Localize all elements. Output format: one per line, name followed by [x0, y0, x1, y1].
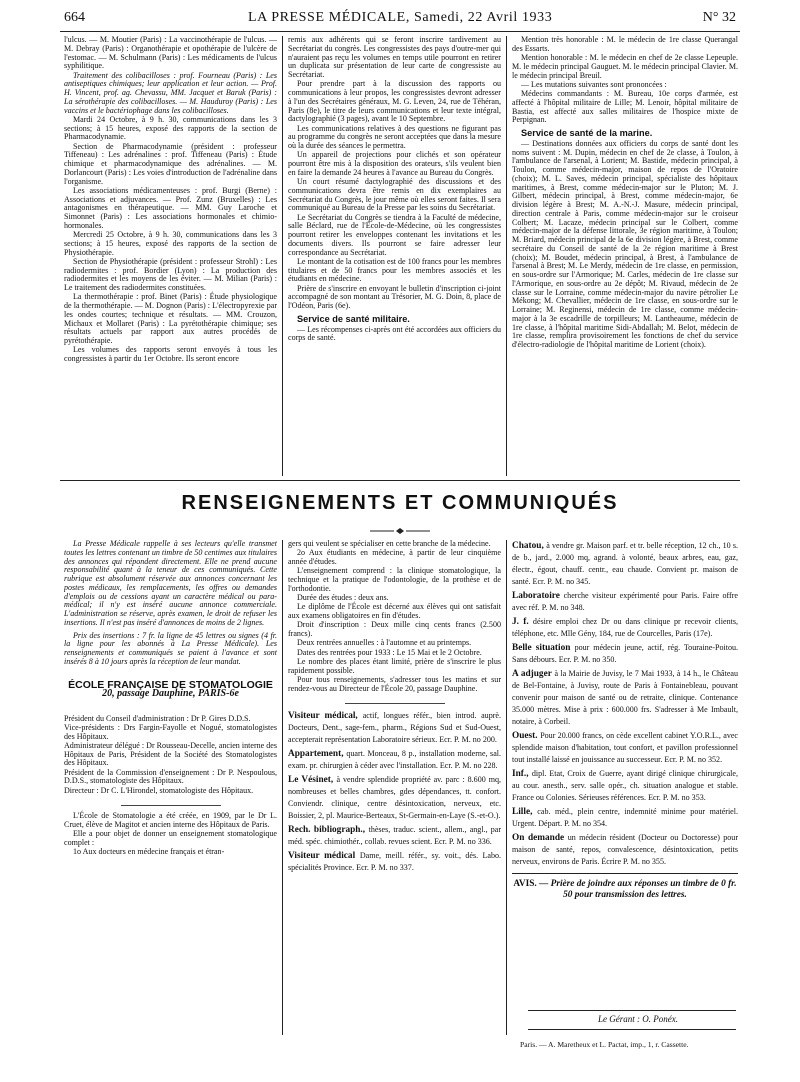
divider: [121, 805, 221, 806]
classified-ad: J. f. désire emploi chez Dr ou dans clinique pr recevoir clients, téléphone, etc. Mlle Gény, 184, rue de Courcelles, Paris (17e).: [512, 617, 738, 638]
gerant-signature: Le Gérant : O. Ponéx.: [598, 1014, 678, 1024]
printer-imprint: Paris. — A. Maretheux et L. Pactat, imp., 1, r. Cassette.: [520, 1040, 689, 1049]
paragraph: Le Secrétariat du Congrès se tiendra à la Faculté de médecine, salle Béclard, rue de l'École-de-Médecine, où les congressistes pourront retirer les enveloppes contenant les invitations et les documents divers. Ils pourront se faire adresser leur correspondance au Secrétariat.: [288, 212, 501, 257]
paragraph: Prière de s'inscrire en envoyant le bulletin d'inscription ci-joint accompagné de son montant au Trésorier, M. G. Doin, 8, place de l'Odéon, Paris (6e).: [288, 283, 501, 310]
staff-line: Président de la Commission d'enseignement : Dr P. Nespoulous, D.D.S., stomatologiste des Hôpitaux.: [64, 767, 277, 786]
column-divider: [282, 540, 283, 1035]
paragraph: Section de Physiothérapie (président : professeur Strohl) : Les radiodermites : prof. Bordier (Lyon) : La production des radiodermites et les moyens de les éviter. — M. Milian (Paris) : Le traitement des radiodermites constituées.: [64, 256, 277, 292]
classified-ad: Appartement, quart. Monceau, 8 p., installation moderne, sal. exam. pr. chirurgien à céder avec l'installation. Ecr. P. M. no 228.: [288, 749, 501, 771]
paragraph: Durée des études : deux ans.: [297, 593, 389, 602]
paragraph: Médecins commandants : M. Bureau, 10e corps d'armée, est affecté à l'hôpital militaire de Lille; M. Lenoir, hôpital militaire de Bastia, est affecté aux salles militaires de l'hospice mixte de Perpignan.: [512, 89, 738, 125]
section-heading-marine: Service de santé de la marine.: [521, 128, 653, 138]
classified-ad: Laboratoire cherche visiteur expérimenté pour Paris. Faire offre avec réf. P. M. no 348.: [512, 591, 738, 612]
column-divider: [506, 36, 507, 476]
column-divider: [282, 36, 283, 476]
header-rule: [60, 31, 740, 32]
paragraph: Mention honorable : M. le médecin en chef de 2e classe Lepeuple. M. le médecin principal Gauguet. M. le médecin principal Clavier. M. le médecin principal Breuil.: [512, 53, 738, 80]
paragraph: — Les récompenses ci-après ont été accordées aux officiers du corps de santé.: [288, 324, 501, 343]
paragraph: Mention très honorable : M. le médecin de 1re classe Querangal des Essarts.: [512, 36, 738, 53]
bottom-column-3: [512, 540, 738, 1010]
page-header: [0, 6, 800, 32]
classified-ad: Visiteur médical Dame, meill. référ., sy. voit., dés. Labo. spécialités Province. Ecr. P. M. no 337.: [288, 851, 501, 873]
divider: [345, 703, 445, 704]
notice-text: Prix des insertions : 7 fr. la ligne de 45 lettres ou signes (4 fr. la ligne pour les abonnés à La Presse Médicale). Les renseignements et communiqués se paient à l'avance et sont insérés 8 à 10 jours après la réception de leur mandat.: [64, 630, 277, 666]
paragraph: Mercredi 25 Octobre, à 9 h. 30, communications dans les 3 sections; à 15 heures, exposé des rapports de la section de Physiothérapie.: [64, 230, 277, 257]
paragraph: remis aux adhérents qui se feront inscrire tardivement au Secrétariat du congrès. Les congressistes des pays d'outre-mer qui n'auraient pas reçu les volumes en temps utile pourront en retirer un duplicata sur présentation de leur carte de congressiste au Secrétariat.: [288, 36, 501, 79]
paragraph: Les communications relatives à des questions ne figurant pas au programme du congrès ne seront acceptées que dans la mesure où la durée des séances le permettra.: [288, 123, 501, 150]
classified-ad: Belle situation pour médecin jeune, actif, rég. Touraine-Poitou. Sans débours. Ecr. P. M. no 350.: [512, 643, 738, 664]
classified-ad: Ouest. Pour 20.000 francs, on cède excellent cabinet Y.O.R.L., avec splendide maison d'habitation, tout confort, et pavillon professionnel tout installé laissé en jouissance au successeur. Ecr. P. M. no 352.: [512, 731, 738, 764]
paragraph: Le nombre des places étant limité, prière de s'inscrire le plus rapidement possible.: [288, 656, 501, 675]
paragraph: 1o Aux docteurs en médecine français et étran-: [73, 847, 225, 857]
school-name: ÉCOLE FRANÇAISE DE STOMATOLOGIE: [68, 678, 273, 691]
paragraph: L'enseignement comprend : la clinique stomatologique, la technique et la pratique de l'odontologie, de la prothèse et de l'orthodontie.: [288, 566, 501, 593]
classified-ad: Chatou, à vendre gr. Maison parf. et tr. belle réception, 12 ch., 10 s. de b., jard., 2.000 mq, agrand. à volonté, beaux arbres, eau, gaz, électr., égout, chauff. centr., eau chaude. Convient pr. maison de santé. Ecr. P. M. no 345.: [512, 541, 738, 586]
paragraph: Dates des rentrées pour 1933 : Le 15 Mai et le 2 Octobre.: [297, 647, 482, 657]
paragraph: gers qui veulent se spécialiser en cette branche de la médecine.: [288, 540, 491, 548]
classified-ad: Lille, cab. méd., plein centre, indemnité minime pour matériel. Urgent. Départ. P. M. no 354.: [512, 807, 738, 828]
issue-number: N° 32: [702, 10, 736, 25]
avis-notice: AVIS. — Prière de joindre aux réponses un timbre de 0 fr. 50 pour transmission des lettres.: [513, 879, 737, 900]
section-rule: [60, 480, 740, 481]
school-address: 20, passage Dauphine, PARIS-6e: [102, 687, 239, 699]
paragraph: Droit d'inscription : Deux mille cinq cents francs (2.500 francs).: [288, 620, 501, 638]
paragraph: Les associations médicamenteuses : prof. Burgi (Berne) : Associations et adjuvances. — Prof. Zunz (Bruxelles) : Les antagonismes en thérapeutique. — MM. Guy Laroche et Simonnet (Paris) : Les associations hormonales et chimio-hormonales.: [64, 185, 277, 230]
top-column-2: [288, 36, 501, 476]
divider: [512, 873, 738, 874]
paragraph: La thermothérapie : prof. Binet (Paris) : Étude physiologique de la thermothérapie. — M. Dognon (Paris) : L'électropyrexie par les ondes courtes; technique et résultats. — MM. Crouzon, Michaux et Mollaret (Paris) : La pyrétothérapie chimique; ses résultats actuels par rapport aux autres procédés de pyrétothérapie.: [64, 292, 277, 345]
paragraph: Le montant de la cotisation est de 100 francs pour les membres titulaires et de 50 francs pour les membres associés et les étudiants en médecine.: [288, 256, 501, 284]
paragraph: — Les mutations suivantes sont prononcées :: [521, 79, 667, 89]
paragraph: Les volumes des rapports seront envoyés à tous les congressistes à partir du 1er Octobre. Ils seront encore: [64, 345, 277, 363]
journal-title: LA PRESSE MÉDICALE, Samedi, 22 Avril 1933: [248, 10, 553, 25]
top-column-1: [64, 36, 277, 476]
classified-ad: Inf., dipl. Etat, Croix de Guerre, ayant dirigé clinique chirurgicale, au cour. anesth., serv. salle opér., ch. situation analogue et stable. France ou Colonies. Sérieuses références. Ecr. P. M. no 353.: [512, 769, 738, 802]
paragraph: Un court résumé dactylographié des discussions et des communications devra être remis en dix exemplaires au Secrétariat du Congrès, le jour même où elles seront faites. Il sera communiqué au Bureau de la Presse par les soins du Secrétariat.: [288, 177, 501, 213]
page-number: 664: [64, 10, 85, 25]
paragraph: l'ulcus. — M. Moutier (Paris) : La vaccinothérapie de l'ulcus. — M. Debray (Paris) : Organothérapie et opothérapie de l'ulcère de l'estomac. — M. Schulmann (Paris) : Les médicaments de l'ulcus syphilitique.: [64, 36, 277, 71]
classified-ad: A adjuger à la Mairie de Juvisy, le 7 Mai 1933, à 14 h., le Château de Bel-Fontaine, à Juvisy, route de Paris à Fontainebleau, pouvant convenir pour maison de santé ou de retraite, clinique. Contenance 35.000 mètres. Mise à prix : 600.000 frs. S'adresser à Me Imbault, notaire, à Corbeil.: [512, 669, 738, 726]
paragraph: Pour tous renseignements, s'adresser tous les matins et sur rendez-vous au Directeur de l'École 20, passage Dauphine.: [288, 674, 501, 693]
paragraph: L'École de Stomatologie a été créée, en 1909, par le Dr L. Cruet, élève de Magitot et ancien interne des Hôpitaux de Paris.: [64, 811, 277, 829]
paragraph: 2o Aux étudiants en médecine, à partir de leur cinquième année d'études.: [288, 548, 501, 566]
notice-text: La Presse Médicale rappelle à ses lecteurs qu'elle transmet toutes les lettres contenant un timbre de 50 centimes aux titulaires des annonces qui répondent directement. Elle ne prend aucune responsabilité quant à la teneur de ces communiqués. Cette rubrique est absolument réservée aux annonces concernant les postes médicaux, les remplacements, les offres ou demandes d'emplois ou de cessions ayant un caractère médical ou para-médical; il n'y est inséré aucune annonce commerciale. L'administration se réserve, après examen, le droit de refuser les insertions. Il n'est pas inséré d'annonces de moins de 2 lignes.: [64, 540, 277, 627]
paragraph: — Destinations données aux officiers du corps de santé dont les noms suivent : M. Dupin, médecin en chef de 2e classe, à Toulon, à l'ambulance de l'arsenal, à Lorient; M. Bastide, médecin principal, à Toulon, comme médecin-major, maison de repos de l'Oratoire (choix); M. L. Saves, médecin principal, spécialiste des hôpitaux maritimes, à Brest, comme médecin-major sur le Pluton; M. J. Gilbert, médecin principal, à Brest, comme médecin-major, 6e division légère à Brest; M. A.-N.-J. Masure, médecin principal, direction centrale à Paris, comme médecin-major sur le croiseur Colbert; M. Lacaze, médecin principal sur le Colbert, comme médecin-major de la défense littorale, 3e région maritime, à Toulon; M. Briard, médecin principal de la 6e division légère, à Brest, comme secrétaire du Conseil de santé de la 2e région maritime à Brest (choix); M. Boudet, médecin principal, à Brest, à l'ambulance de l'arsenal à Brest; M. Le Merdy, médecin de 1re classe, en permission, en sous-ordre sur l'Armorique; M. Carles, médecin de 1re classe sur l'Armorique, en sous-ordre au 2e dépôt; M. Rivaud, médecin de 2e classe sur le Lorraine, comme médecin-major du navire pétrolier Le Mékong; M. Chevallier, médecin de 1re classe, en sous-ordre sur le Lorraine; M. Reginensi, médecin de 1re classe, comme médecin-major à la 3e escadrille de torpilleurs; M. Lantheaume, médecin de 1re classe, à l'hôpital maritime Sidi-Abdallah; M. Belot, médecin de 1re classe, remplira provisoirement les fonctions de chef du service d'électro-radiologie de l'hôpital maritime de Lorient (choix).: [512, 138, 738, 349]
bottom-column-2: [288, 540, 501, 1040]
section-heading-military: Service de santé militaire.: [297, 313, 410, 324]
staff-line: Vice-présidents : Drs Fargin-Fayolle et Nogué, stomatologistes des Hôpitaux.: [64, 722, 277, 741]
paragraph: Le diplôme de l'École est décerné aux élèves qui ont satisfait aux examens obligatoires en fin d'études.: [288, 602, 501, 620]
renseignements-title: RENSEIGNEMENTS ET COMMUNIQUÉS: [181, 492, 619, 514]
column-divider: [506, 540, 507, 1035]
paragraph: Section de Pharmacodynamie (président : professeur Tiffeneau) : Les adrénalines : prof. Tiffeneau (Paris) : Étude chimique et pharmacodynamique des adrénalines. — M. Dorlancourt (Paris) : Les voies d'introduction de l'adrénaline dans l'organisme.: [64, 141, 277, 186]
classified-ad: Le Vésinet, à vendre splendide propriété av. parc : 8.600 mq, nombreuses et belles chambres, gdes dépendances, tt. confort. Conviendr. clinique, centre désintoxication, nerveux, etc. Boissier, 2, pl. Maurice-Berteaux, St-Germain-en-Laye (S.-et-O.).: [288, 775, 501, 821]
staff-line: Président du Conseil d'administration : Dr P. Gires D.D.S.: [64, 713, 251, 723]
classified-ad: On demande un médecin résident (Docteur ou Doctoresse) pour maison de santé, repos, convalescence, désintoxication, petits nerveux, environs de Paris. Écrire P. M. no 355.: [512, 833, 738, 866]
paragraph: Mardi 24 Octobre, à 9 h. 30, communications dans les 3 sections; à 15 heures, exposé des rapports de la section de Pharmacodynamie.: [64, 114, 277, 142]
paragraph: Traitement des colibacilloses : prof. Fourneau (Paris) : Les antiseptiques chimiques; leur application et leur action. — Prof. H. Vincent, prof. ag. Chevassu, MM. Jacquet et Baruk (Paris) : La sérothérapie des colibacilloses. — M. Hauduroy (Paris) : Les vaccins et le bactériophage dans les colibacilloses.: [64, 70, 277, 115]
classified-ad: Rech. bibliograph., thèses, traduc. scient., allem., angl., par méd. spéc. chimiothér., collab. revues scient. Ecr. P. M. no 336.: [288, 825, 501, 847]
ornament-icon: [360, 527, 440, 535]
paragraph: Deux rentrées annuelles : à l'automne et au printemps.: [297, 638, 472, 648]
paragraph: Pour prendre part à la discussion des rapports ou communications à leur propos, les congressistes devront adresser à l'un des Secrétaires généraux, M. G. Leven, 24, rue de Téhéran, Paris (8e), le titre de leurs communications et leur texte intégral, dactylographié (3 pages), avant le 10 Septembre.: [288, 79, 501, 124]
staff-line: Directeur : Dr C. L'Hirondel, stomatologiste des Hôpitaux.: [64, 785, 254, 795]
bottom-column-1: [64, 540, 277, 1040]
classified-ad: Visiteur médical, actif, longues référ., bien introd. auprè. Docteurs, Dent., sage-fem., pharm., Régions Sud et Sud-Ouest, accepterait représentation Laboratoire sérieux. Ecr. P. M. no 200.: [288, 711, 501, 745]
paragraph: Un appareil de projections pour clichés et son opérateur pourront être mis à la disposition des orateurs, s'ils veulent bien en faire la demande 24 heures à l'avance au Bureau du Congrès.: [288, 150, 501, 177]
top-column-3: [512, 36, 738, 476]
paragraph: Elle a pour objet de donner un enseignement stomatologique complet :: [64, 829, 277, 847]
staff-line: Administrateur délégué : Dr Rousseau-Decelle, ancien interne des Hôpitaux de Paris, Président de la Société des Stomatologistes des Hôpitaux.: [64, 740, 277, 768]
gerant-box: [528, 1010, 736, 1030]
